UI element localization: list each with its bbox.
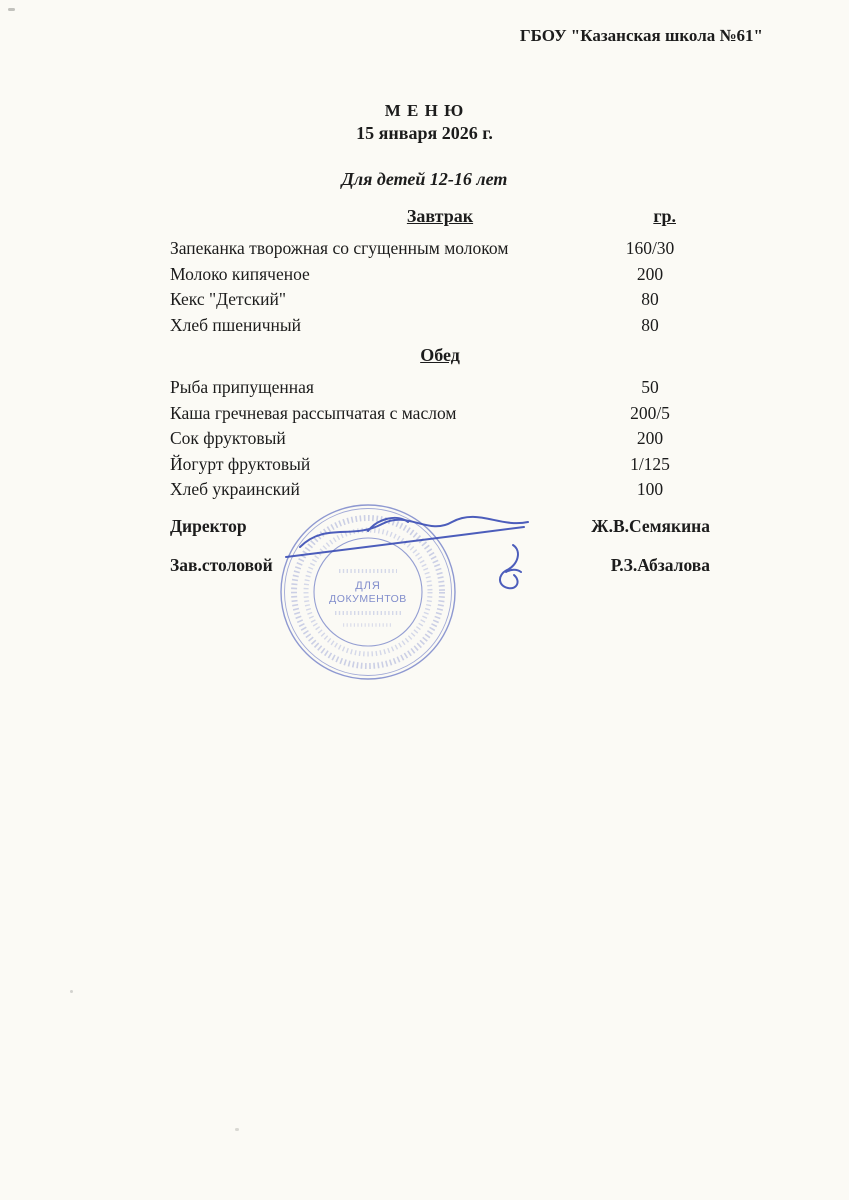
scan-artifact	[235, 1128, 239, 1131]
grams-column-header: гр.	[653, 206, 676, 226]
menu-row	[170, 236, 710, 262]
dish-amount: 200	[636, 263, 664, 284]
lunch-section	[170, 345, 710, 503]
lunch-title: Обед	[420, 345, 460, 365]
dish-name: Каша гречневая рассыпчатая с маслом	[170, 402, 457, 423]
menu-row	[170, 287, 710, 313]
stamp-graphic	[277, 501, 459, 683]
menu-row	[170, 313, 710, 339]
signer-name: Ж.В.Семякина	[591, 516, 710, 536]
dish-name: Рыба припущенная	[170, 377, 314, 397]
dish-amount: 80	[641, 314, 659, 335]
scan-artifact	[70, 990, 73, 993]
stamp-text-line2: ДОКУМЕНТОВ	[329, 593, 407, 605]
signer-role: Директор	[170, 516, 247, 536]
dish-amount: 80	[641, 289, 659, 309]
menu-row	[170, 426, 710, 452]
breakfast-section	[170, 206, 710, 338]
stamp-text-line1: ДЛЯ	[355, 580, 381, 592]
dish-name: Хлеб пшеничный	[170, 314, 302, 335]
dish-name: Молоко кипяченое	[170, 263, 310, 284]
lunch-header	[170, 345, 710, 369]
breakfast-title: Завтрак	[406, 206, 474, 226]
document-date: 15 января 2026 г.	[356, 123, 493, 143]
audience-line: Для детей 12-16 лет	[341, 169, 508, 189]
menu-row	[170, 452, 710, 478]
dish-name: Хлеб украинский	[170, 479, 300, 499]
signer-name: Р.З.Абзалова	[610, 555, 710, 575]
organization-name: ГБОУ "Казанская школа №61"	[519, 26, 763, 45]
document-title: М Е Н Ю	[384, 101, 465, 120]
dish-name: Йогурт фруктовый	[170, 453, 311, 474]
dish-amount: 200/5	[630, 402, 670, 423]
dish-amount: 160/30	[625, 238, 675, 258]
menu-row	[170, 375, 710, 401]
dish-amount: 50	[641, 377, 659, 397]
dish-name: Сок фруктовый	[170, 428, 286, 448]
menu-row	[170, 401, 710, 427]
dish-amount: 1/125	[630, 453, 670, 474]
scan-artifact	[8, 8, 15, 11]
menu-row	[170, 262, 710, 288]
round-stamp	[277, 501, 459, 683]
dish-amount: 100	[636, 479, 664, 499]
dish-name: Кекс "Детский"	[170, 289, 287, 309]
signer-role: Зав.столовой	[170, 555, 273, 575]
breakfast-header	[170, 206, 710, 230]
dish-name: Запеканка творожная со сгущенным молоком	[170, 238, 509, 258]
dish-amount: 200	[636, 428, 664, 448]
menu-row	[170, 477, 710, 503]
